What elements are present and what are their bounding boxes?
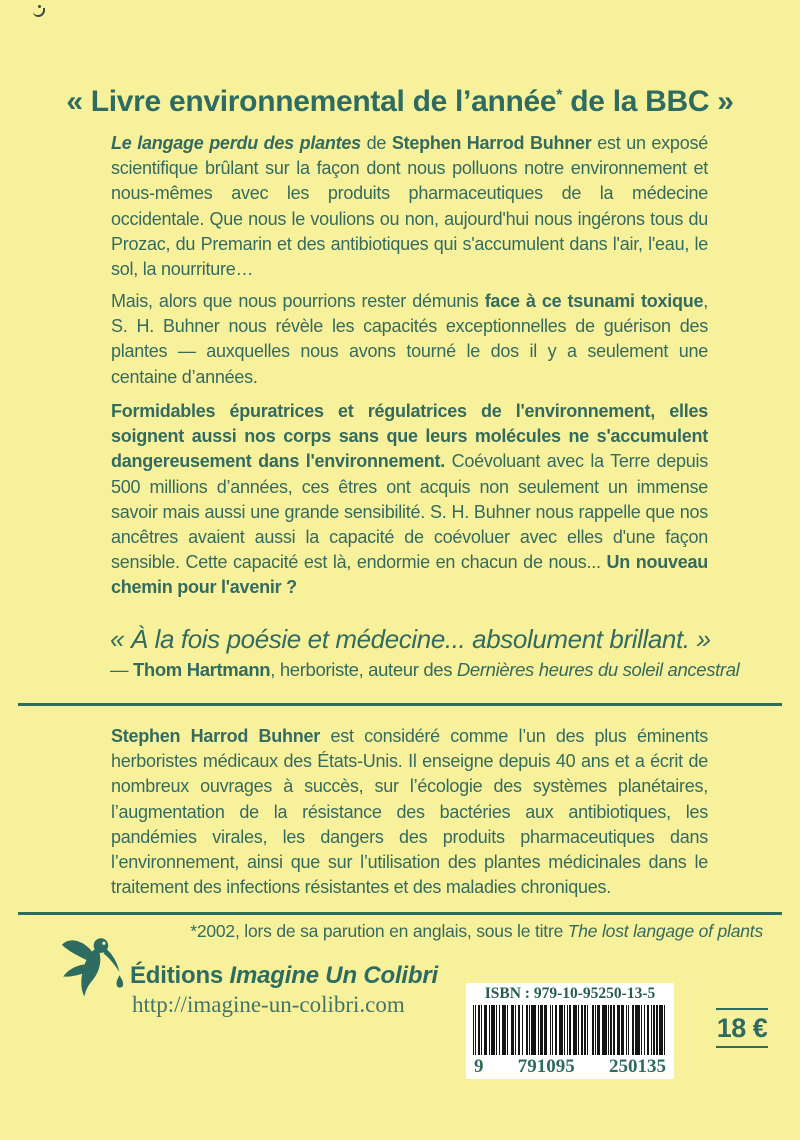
isbn-label: ISBN : 979-10-95250-13-5 — [484, 985, 656, 1002]
synopsis-paragraph-3 — [111, 399, 708, 601]
barcode-digit-group: 9 — [474, 1056, 484, 1077]
book-title: Le langage perdu des plantes — [111, 133, 361, 153]
review-dash: — — [110, 659, 133, 680]
barcode-digits — [474, 1056, 666, 1078]
synopsis-paragraph-2 — [111, 289, 708, 390]
publisher-url: http://imagine-un-colibri.com — [132, 992, 405, 1017]
bio-author-name: Stephen Harrod Buhner — [111, 726, 321, 746]
price-tag — [714, 1008, 770, 1048]
translation-footnote — [190, 920, 763, 942]
barcode-digit-group: 250135 — [609, 1056, 666, 1077]
hummingbird-icon — [60, 934, 126, 1002]
footnote-original-title: The lost langage of plants — [567, 921, 763, 941]
author-bio — [111, 724, 708, 900]
synopsis-p3-bold-end: Un nouveau chemin pour l'avenir ? — [111, 552, 708, 598]
review-attribution — [110, 657, 780, 682]
award-headline-asterisk: * — [556, 87, 563, 104]
divider-top — [18, 703, 782, 706]
synopsis-paragraph-1 — [111, 131, 708, 282]
price-amount: 18 € — [716, 1013, 768, 1043]
barcode-panel — [466, 983, 674, 1079]
reviewer-name: Thom Hartmann — [132, 659, 271, 680]
bio-text: est considéré comme l’un des plus éminents herboristes médicaux des États-Unis. Il enseigne depuis 40 ans et a écrit de nombreux ouvrages à succès, sur l’écologie des systèmes planétaires, l’augmentation de la résistance des bactéries aux antibiotiques, les pandémies virales, les dangers des produits pharmaceutiques dans l’environnement, ainsi que sur l’utilisation des plantes médicinales dans le traitement des infections résistantes et des maladies chroniques. — [111, 726, 708, 898]
author-name: Stephen Harrod Buhner — [391, 133, 592, 153]
review-quote: « À la fois poésie et médecine... absolument brillant. » — [110, 624, 711, 654]
synopsis-p2-bold: face à ce tsunami toxique — [484, 291, 704, 311]
award-headline-start: « Livre environnemental de l’année — [66, 85, 557, 118]
award-headline — [0, 78, 800, 120]
publisher-name-regular: Éditions — [130, 962, 230, 989]
divider-bottom — [18, 912, 782, 915]
corner-print-mark — [33, 5, 46, 18]
barcode-digit-group: 791095 — [517, 1056, 575, 1077]
price-rule-bottom — [716, 1046, 768, 1048]
synopsis-p3-text: Coévoluant avec la Terre depuis 500 millions d’années, ces êtres ont acquis non seulement un immense savoir mais aussi une grande sensibilité. S. H. Buhner nous rappelle que nos ancêtres avaient aussi la capacité de coévoluer avec elles d'une façon sensible. Cette capacité est là, endormie en chacun de nous... — [111, 451, 708, 573]
synopsis-p1-connector: de — [360, 133, 392, 153]
synopsis-p1-text: est un exposé scientifique brûlant sur la façon dont nous polluons notre environnement et nous-mêmes avec les produits pharmaceutiques de la médecine occidentale. Que nous le voulions ou non, aujourd'hui nous ingérons tous du Prozac, du Premarin et des antibiotiques qui s'accumulent dans l'air, l'eau, le sol, la nourriture… — [111, 133, 708, 280]
publisher-name — [130, 962, 438, 990]
footnote-text: *2002, lors de sa parution en anglais, sous le titre — [190, 921, 568, 941]
synopsis-p2-start: Mais, alors que nous pourrions rester démunis — [111, 291, 485, 311]
barcode-bars — [473, 1005, 667, 1055]
reviewer-work-title: Dernières heures du soleil ancestral — [456, 659, 740, 680]
synopsis-p2-text: , S. H. Buhner nous révèle les capacités exceptionnelles de guérison des plantes — auxquelles nous avons tourné le dos il y a seulement une centaine d’années. — [111, 291, 708, 387]
synopsis-p3-bold-lead: Formidables épuratrices et régulatrices de l'environnement, elles soignent aussi nos corps sans que leurs molécules ne s'accumulent dangereusement dans l'environnement. — [111, 401, 708, 472]
reviewer-role: , herboriste, auteur des — [270, 659, 457, 680]
award-headline-end: de la BBC » — [562, 85, 734, 118]
publisher-name-italic: Imagine Un Colibri — [229, 962, 438, 989]
